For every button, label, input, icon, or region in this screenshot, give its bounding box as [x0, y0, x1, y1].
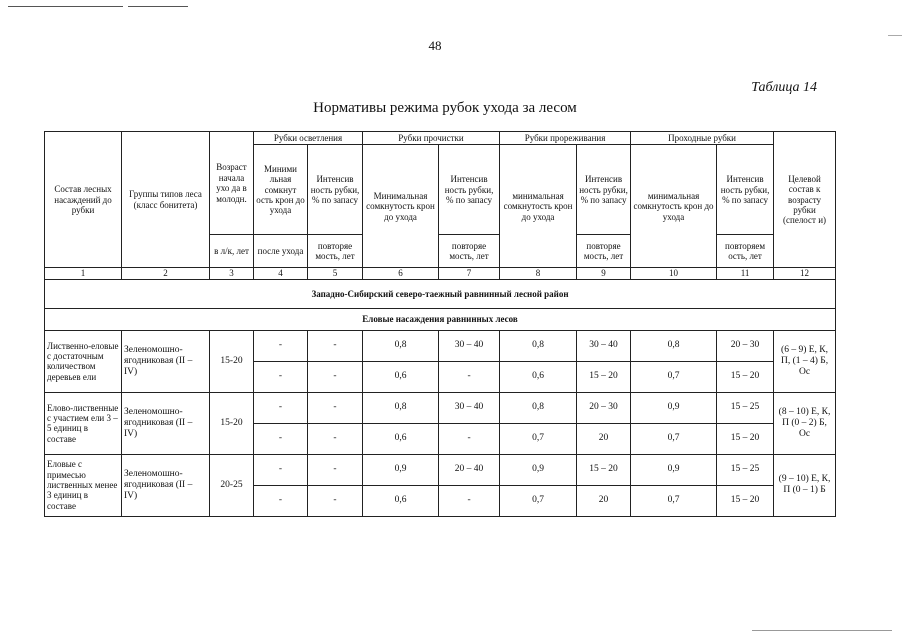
- corner-mark: [888, 35, 902, 36]
- value-cell: -: [308, 454, 363, 485]
- value-cell: 0,9: [631, 454, 717, 485]
- column-number: 12: [774, 268, 836, 279]
- age-cell: 15-20: [210, 392, 254, 454]
- subsection-heading: Еловые насаждения равнинных лесов: [45, 308, 836, 330]
- header-start-age: Возраст начала ухо да в молодн.: [210, 132, 254, 235]
- column-numbers-row: [45, 268, 836, 279]
- header-thinning: Рубки прореживания: [500, 132, 631, 145]
- value-cell: 0,7: [631, 423, 717, 454]
- top-rule-left: [8, 6, 123, 7]
- value-cell: -: [254, 423, 308, 454]
- header-th-repeat: повторяе мость, лет: [577, 235, 631, 268]
- header-target: Целевой состав к возрасту рубки (спелост и): [774, 132, 836, 268]
- header-ps-min: минимальная сомкнутость крон до ухода: [631, 145, 717, 268]
- value-cell: -: [308, 392, 363, 423]
- value-cell: 20 – 40: [439, 454, 500, 485]
- value-cell: 15 – 20: [717, 485, 774, 516]
- top-rule-right: [128, 6, 188, 7]
- header-th-min: минимальная сомкнутость крон до ухода: [500, 145, 577, 268]
- value-cell: 0,7: [500, 485, 577, 516]
- column-number: 7: [439, 268, 500, 279]
- value-cell: 15 – 25: [717, 392, 774, 423]
- value-cell: 0,8: [363, 392, 439, 423]
- forest-group-cell: Зеленомошно-ягодниковая (II – IV): [122, 392, 210, 454]
- value-cell: 0,7: [631, 361, 717, 392]
- value-cell: 0,6: [363, 423, 439, 454]
- header-ps-repeat: повторяем ость, лет: [717, 235, 774, 268]
- table-row: [45, 454, 836, 485]
- header-start-age-unit: в л/к, лет: [210, 235, 254, 268]
- column-number: 11: [717, 268, 774, 279]
- value-cell: -: [308, 485, 363, 516]
- region-heading: Западно-Сибирский северо-таежный равнинный лесной район: [45, 279, 836, 308]
- value-cell: -: [308, 361, 363, 392]
- column-number: 10: [631, 268, 717, 279]
- column-number: 1: [45, 268, 122, 279]
- column-number: 4: [254, 268, 308, 279]
- value-cell: 0,9: [631, 392, 717, 423]
- page-number: 48: [428, 38, 442, 53]
- header-cl-int: Интенсив ность рубки, % по запасу: [308, 145, 363, 235]
- value-cell: -: [439, 423, 500, 454]
- age-cell: 15-20: [210, 330, 254, 392]
- norms-table: [44, 131, 836, 517]
- value-cell: 15 – 20: [577, 361, 631, 392]
- header-cl-after: после ухода: [254, 235, 308, 268]
- value-cell: 15 – 20: [717, 423, 774, 454]
- column-number: 5: [308, 268, 363, 279]
- forest-group-cell: Зеленомошно-ягодниковая (II – IV): [122, 330, 210, 392]
- value-cell: 20 – 30: [717, 330, 774, 361]
- value-cell: -: [254, 361, 308, 392]
- value-cell: 15 – 25: [717, 454, 774, 485]
- species-cell: Еловые с примесью лиственных менее 3 единиц в составе: [45, 454, 122, 516]
- target-composition-cell: (8 – 10) Е, К, П (0 – 2) Б, Ос: [774, 392, 836, 454]
- column-number: 6: [363, 268, 439, 279]
- value-cell: 0,8: [631, 330, 717, 361]
- header-pr-repeat: повторяе мость, лет: [439, 235, 500, 268]
- value-cell: -: [254, 392, 308, 423]
- value-cell: 20 – 30: [577, 392, 631, 423]
- table-row: [45, 392, 836, 423]
- value-cell: 0,9: [500, 454, 577, 485]
- value-cell: 0,7: [631, 485, 717, 516]
- table-label: Таблица 14: [751, 80, 817, 95]
- value-cell: -: [308, 423, 363, 454]
- value-cell: 0,6: [363, 485, 439, 516]
- column-number: 9: [577, 268, 631, 279]
- header-species: Состав лесных насаждений до рубки: [45, 132, 122, 268]
- header-passing: Проходные рубки: [631, 132, 774, 145]
- species-cell: Елово-лиственные с участием ели 3 – 5 единиц в составе: [45, 392, 122, 454]
- header-cl-repeat: повторяе мость, лет: [308, 235, 363, 268]
- value-cell: 0,8: [363, 330, 439, 361]
- column-number: 2: [122, 268, 210, 279]
- target-composition-cell: (6 – 9) Е, К, П, (1 – 4) Б, Ос: [774, 330, 836, 392]
- document-title: Нормативы режима рубок ухода за лесом: [313, 100, 577, 116]
- value-cell: 0,6: [363, 361, 439, 392]
- header-cleaning: Рубки прочистки: [363, 132, 500, 145]
- column-number: 3: [210, 268, 254, 279]
- value-cell: 0,9: [363, 454, 439, 485]
- value-cell: 30 – 40: [577, 330, 631, 361]
- header-pr-min: Минимальная сомкнутость крон до ухода: [363, 145, 439, 268]
- value-cell: 30 – 40: [439, 392, 500, 423]
- value-cell: 0,7: [500, 423, 577, 454]
- value-cell: 0,8: [500, 392, 577, 423]
- column-number: 8: [500, 268, 577, 279]
- value-cell: 15 – 20: [717, 361, 774, 392]
- value-cell: -: [308, 330, 363, 361]
- header-ps-int: Интенсив ность рубки, % по запасу: [717, 145, 774, 235]
- target-composition-cell: (9 – 10) Е, К, П (0 – 1) Б: [774, 454, 836, 516]
- table-row: [45, 330, 836, 361]
- value-cell: 0,8: [500, 330, 577, 361]
- header-pr-int: Интенсив ность рубки, % по запасу: [439, 145, 500, 235]
- value-cell: 20: [577, 485, 631, 516]
- forest-group-cell: Зеленомошно-ягодниковая (II – IV): [122, 454, 210, 516]
- value-cell: -: [254, 330, 308, 361]
- value-cell: -: [254, 454, 308, 485]
- value-cell: -: [439, 485, 500, 516]
- value-cell: -: [254, 485, 308, 516]
- value-cell: 20: [577, 423, 631, 454]
- value-cell: 0,6: [500, 361, 577, 392]
- header-th-int: Интенсив ность рубки, % по запасу: [577, 145, 631, 235]
- species-cell: Лиственно-еловые с достаточным количеством деревьев ели: [45, 330, 122, 392]
- value-cell: -: [439, 361, 500, 392]
- bottom-rule: [752, 630, 892, 631]
- header-clarification: Рубки осветления: [254, 132, 363, 145]
- header-forest-groups: Группы типов леса (класс бонитета): [122, 132, 210, 268]
- header-cl-min: Миними льная сомкнут ость крон до ухода: [254, 145, 308, 235]
- value-cell: 30 – 40: [439, 330, 500, 361]
- value-cell: 15 – 20: [577, 454, 631, 485]
- age-cell: 20-25: [210, 454, 254, 516]
